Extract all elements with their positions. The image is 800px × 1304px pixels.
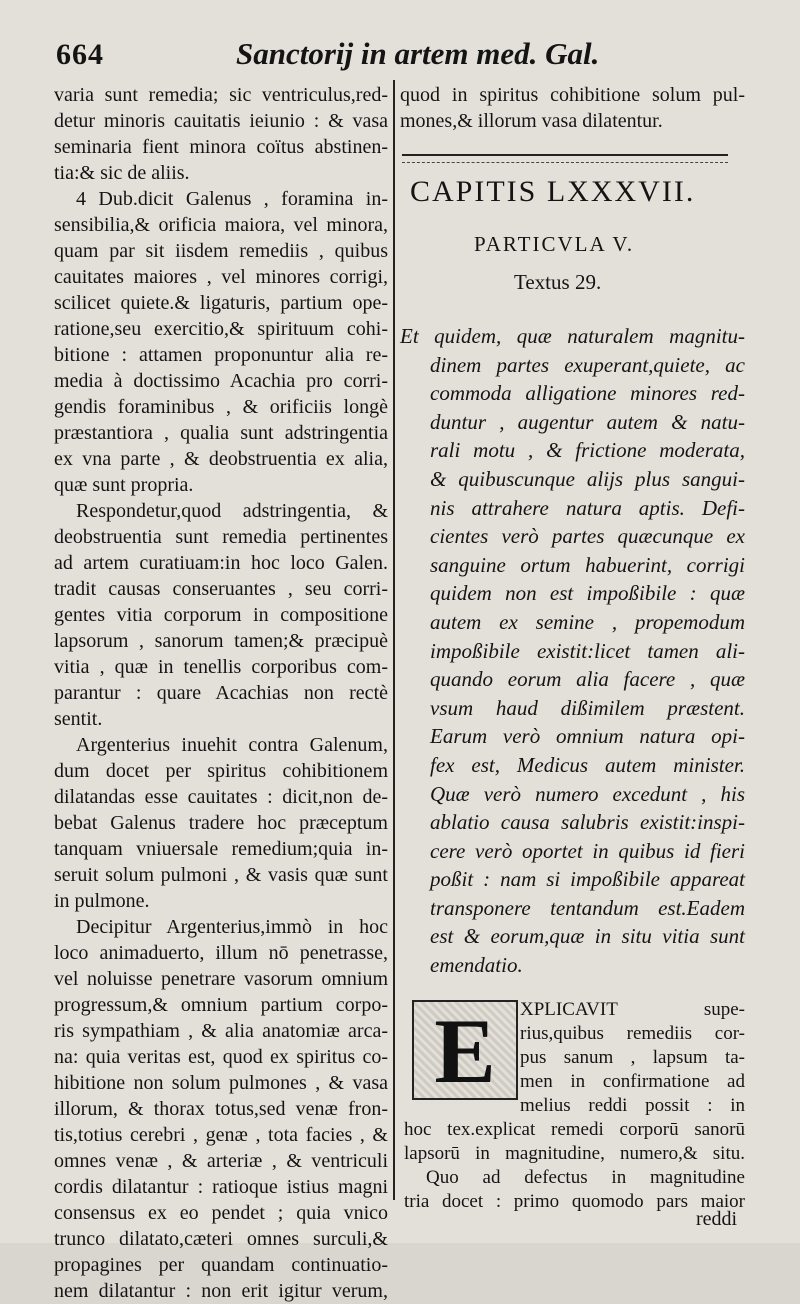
text-line: tis,totius cerebri , genæ , tota facies , &	[54, 1124, 388, 1146]
text-line: Quæ verò numero excedunt , his	[430, 781, 745, 806]
text-line: sentit.	[54, 708, 103, 730]
text-line: Decipitur Argenterius,immò in hoc	[76, 916, 388, 938]
text-line: Earum verò omnium natura opi-	[430, 724, 745, 749]
text-line: bitione : attamen proponuntur alia re-	[54, 344, 388, 366]
text-line: in pulmone.	[54, 890, 150, 912]
chapter-title: CAPITIS LXXXVII.	[410, 175, 696, 208]
text-line: lapsorū in magnitudine, numero,& situ.	[404, 1143, 745, 1164]
right-column-continuation	[400, 82, 745, 134]
text-line: cauitates maiores , vel minores corrigi,	[54, 266, 388, 288]
text-line: Argenterius inuehit contra Galenum,	[76, 734, 388, 756]
text-line: Quo ad defectus in magnitudine	[426, 1167, 745, 1188]
text-line: detur minoris cauitatis ieiunio : & vasa	[54, 110, 388, 132]
commentary-beside-initial	[520, 998, 745, 1118]
text-line: illorum, & thorax totus,sed venæ fron-	[54, 1098, 388, 1120]
column-divider	[393, 80, 395, 1200]
text-line: sensibilia,& orificia maiora, vel minora,	[54, 214, 388, 236]
text-line: seruit solum pulmoni , & vasis quæ sunt	[54, 864, 388, 886]
text-line: loco animaduerto, illum nō penetrasse,	[54, 942, 388, 964]
text-line: vel noluisse penetrare vasorum omnium	[54, 968, 388, 990]
text-line: scilicet quiete.& ligaturis, partium ope-	[54, 292, 388, 314]
text-line: tanquam vniuersale remedium;quia in-	[54, 838, 388, 860]
text-line: poßit : nam si impoßibile appareat	[430, 867, 745, 892]
text-line: 4 Dub.dicit Galenus , foramina in-	[76, 188, 388, 210]
text-line: duntur , augentur autem & natu-	[430, 409, 745, 434]
text-line: lapsorum , sanorum tamen;& præcipuè	[54, 630, 388, 652]
dropcap-letter: E	[434, 1000, 496, 1102]
text-line: parantur : quare Acachias non rectè	[54, 682, 388, 704]
text-line: na: quia veritas est, quod ex spiritus co-	[54, 1046, 388, 1068]
text-line: hoc tex.explicat remedi corporū sanorū	[404, 1119, 745, 1140]
left-column	[54, 82, 388, 1304]
text-line: cere verò oportet in quibus id fieri	[430, 838, 745, 863]
decorated-initial	[412, 1000, 518, 1100]
text-line: deobstruentia sunt remedia pertinentes	[54, 526, 388, 548]
text-line: & quibuscunque aliјs plus sangui-	[430, 466, 745, 491]
text-line: men in confirmatione ad	[520, 1071, 745, 1092]
text-line: pus sanum , lapsum ta-	[520, 1047, 745, 1068]
text-line: tria docet : primo quomodo pars maior	[404, 1191, 745, 1212]
text-line: bebat Galenus tradere hoc præceptum	[54, 812, 388, 834]
text-line: sanguine ortum habuerint, corrigi	[430, 552, 745, 577]
text-line: hibitione non solum pulmones , & vasa	[54, 1072, 388, 1094]
commentary-text	[404, 1118, 745, 1214]
text-line: gentes vitia corporum in compositione	[54, 604, 388, 626]
text-line: dum docet per spiritus cohibitionem	[54, 760, 388, 782]
text-line: trunco dilatato,cæteri omnes surculi,&	[54, 1228, 388, 1250]
text-line: varia sunt remedia; sic ventriculus,red-	[54, 84, 388, 106]
text-line: dinem partes exuperant,quiete, ac	[430, 352, 745, 377]
text-line: ratione,seu exercitio,& spirituum cohi-	[54, 318, 388, 340]
text-line: ris sympathiam , & alia anatomiæ arca-	[54, 1020, 388, 1042]
text-line: vitia , quæ in tenellis corporibus com-	[54, 656, 388, 678]
text-line: gendis foraminibus , & orificiis longè	[54, 396, 388, 418]
text-line: propagines per quandam continuatio-	[54, 1254, 388, 1276]
catchword: reddi	[696, 1208, 738, 1230]
text-line: rius,quibus remediis cor-	[520, 1023, 745, 1044]
text-line: transponere tentandum est.Eadem	[430, 895, 745, 920]
running-head: Sanctorij in artem med. Gal.	[236, 36, 600, 71]
particle-heading: PARTICVLA V.	[474, 232, 635, 256]
page-number: 664	[56, 38, 104, 71]
textus-heading: Textus 29.	[514, 270, 602, 294]
text-line: seminaria fient minora coïtus abstinen-	[54, 136, 388, 158]
ornamental-rule	[402, 154, 728, 163]
page-header	[0, 0, 800, 90]
text-line: omnes venæ , & arteriæ , & ventriculi	[54, 1150, 388, 1172]
text-line: fex est, Medicus autem minister.	[430, 752, 745, 777]
text-line: tradit causas conseruantes , seu corri-	[54, 578, 388, 600]
text-line: media à doctissimo Acachia pro corri-	[54, 370, 388, 392]
text-line: quam par sit iisdem remediis , quibus	[54, 240, 388, 262]
text-line: Et quidem, quæ naturalem magnitu-	[400, 324, 745, 348]
text-line: commoda alligatione minores red-	[430, 381, 745, 406]
text-line: quæ sunt propria.	[54, 474, 194, 496]
text-line: est & eorum,quæ in situ vitia sunt	[430, 924, 745, 949]
text-line: præstantiora , qualia sunt adstringentia	[54, 422, 388, 444]
text-line: melius reddi possit : in	[520, 1095, 745, 1116]
text-line: vsum haud dißimilem præstent.	[430, 695, 745, 720]
text-line: emendatio.	[430, 953, 523, 978]
text-line: mones,& illorum vasa dilatentur.	[400, 110, 663, 132]
text-line: ablatio causa salubris existit:inspi-	[430, 810, 745, 835]
text-line: cientes verò partes quæcunque ex	[430, 524, 745, 549]
text-line: quidem non est impoßibile : quæ	[430, 581, 745, 606]
text-line: quando eorum alia facere , quæ	[430, 667, 745, 692]
text-line: Respondetur,quod adstringentia, &	[76, 500, 388, 522]
text-line: nem dilatantur : non erit igitur verum,	[54, 1280, 388, 1302]
text-line: quod in spiritus cohibitione solum pul-	[400, 84, 745, 106]
text-line: impoßibile existit:licet tamen ali-	[430, 638, 745, 663]
text-line: consensus ex eo pendet ; quia vnico	[54, 1202, 388, 1224]
text-line: ad artem curatiuam:in hoc loco Galen.	[54, 552, 388, 574]
text-line: autem ex semine , propemodum	[430, 609, 745, 634]
galen-quoted-text	[400, 322, 745, 980]
text-line: tia:& sic de aliis.	[54, 162, 190, 184]
text-line: rali motu , & frictione moderata,	[430, 438, 745, 463]
text-line: nis attrahere natura aptis. Defi-	[430, 495, 745, 520]
text-line: ex vna parte , & deobstruentia ex alia,	[54, 448, 388, 470]
text-line: XPLICAVIT supe-	[520, 999, 745, 1020]
text-line: dilatandas esse cauitates : dicit,non de-	[54, 786, 388, 808]
text-line: cordis dilatantur : ratioque istius magni	[54, 1176, 388, 1198]
text-line: progressum,& omnium partium corpo-	[54, 994, 388, 1016]
